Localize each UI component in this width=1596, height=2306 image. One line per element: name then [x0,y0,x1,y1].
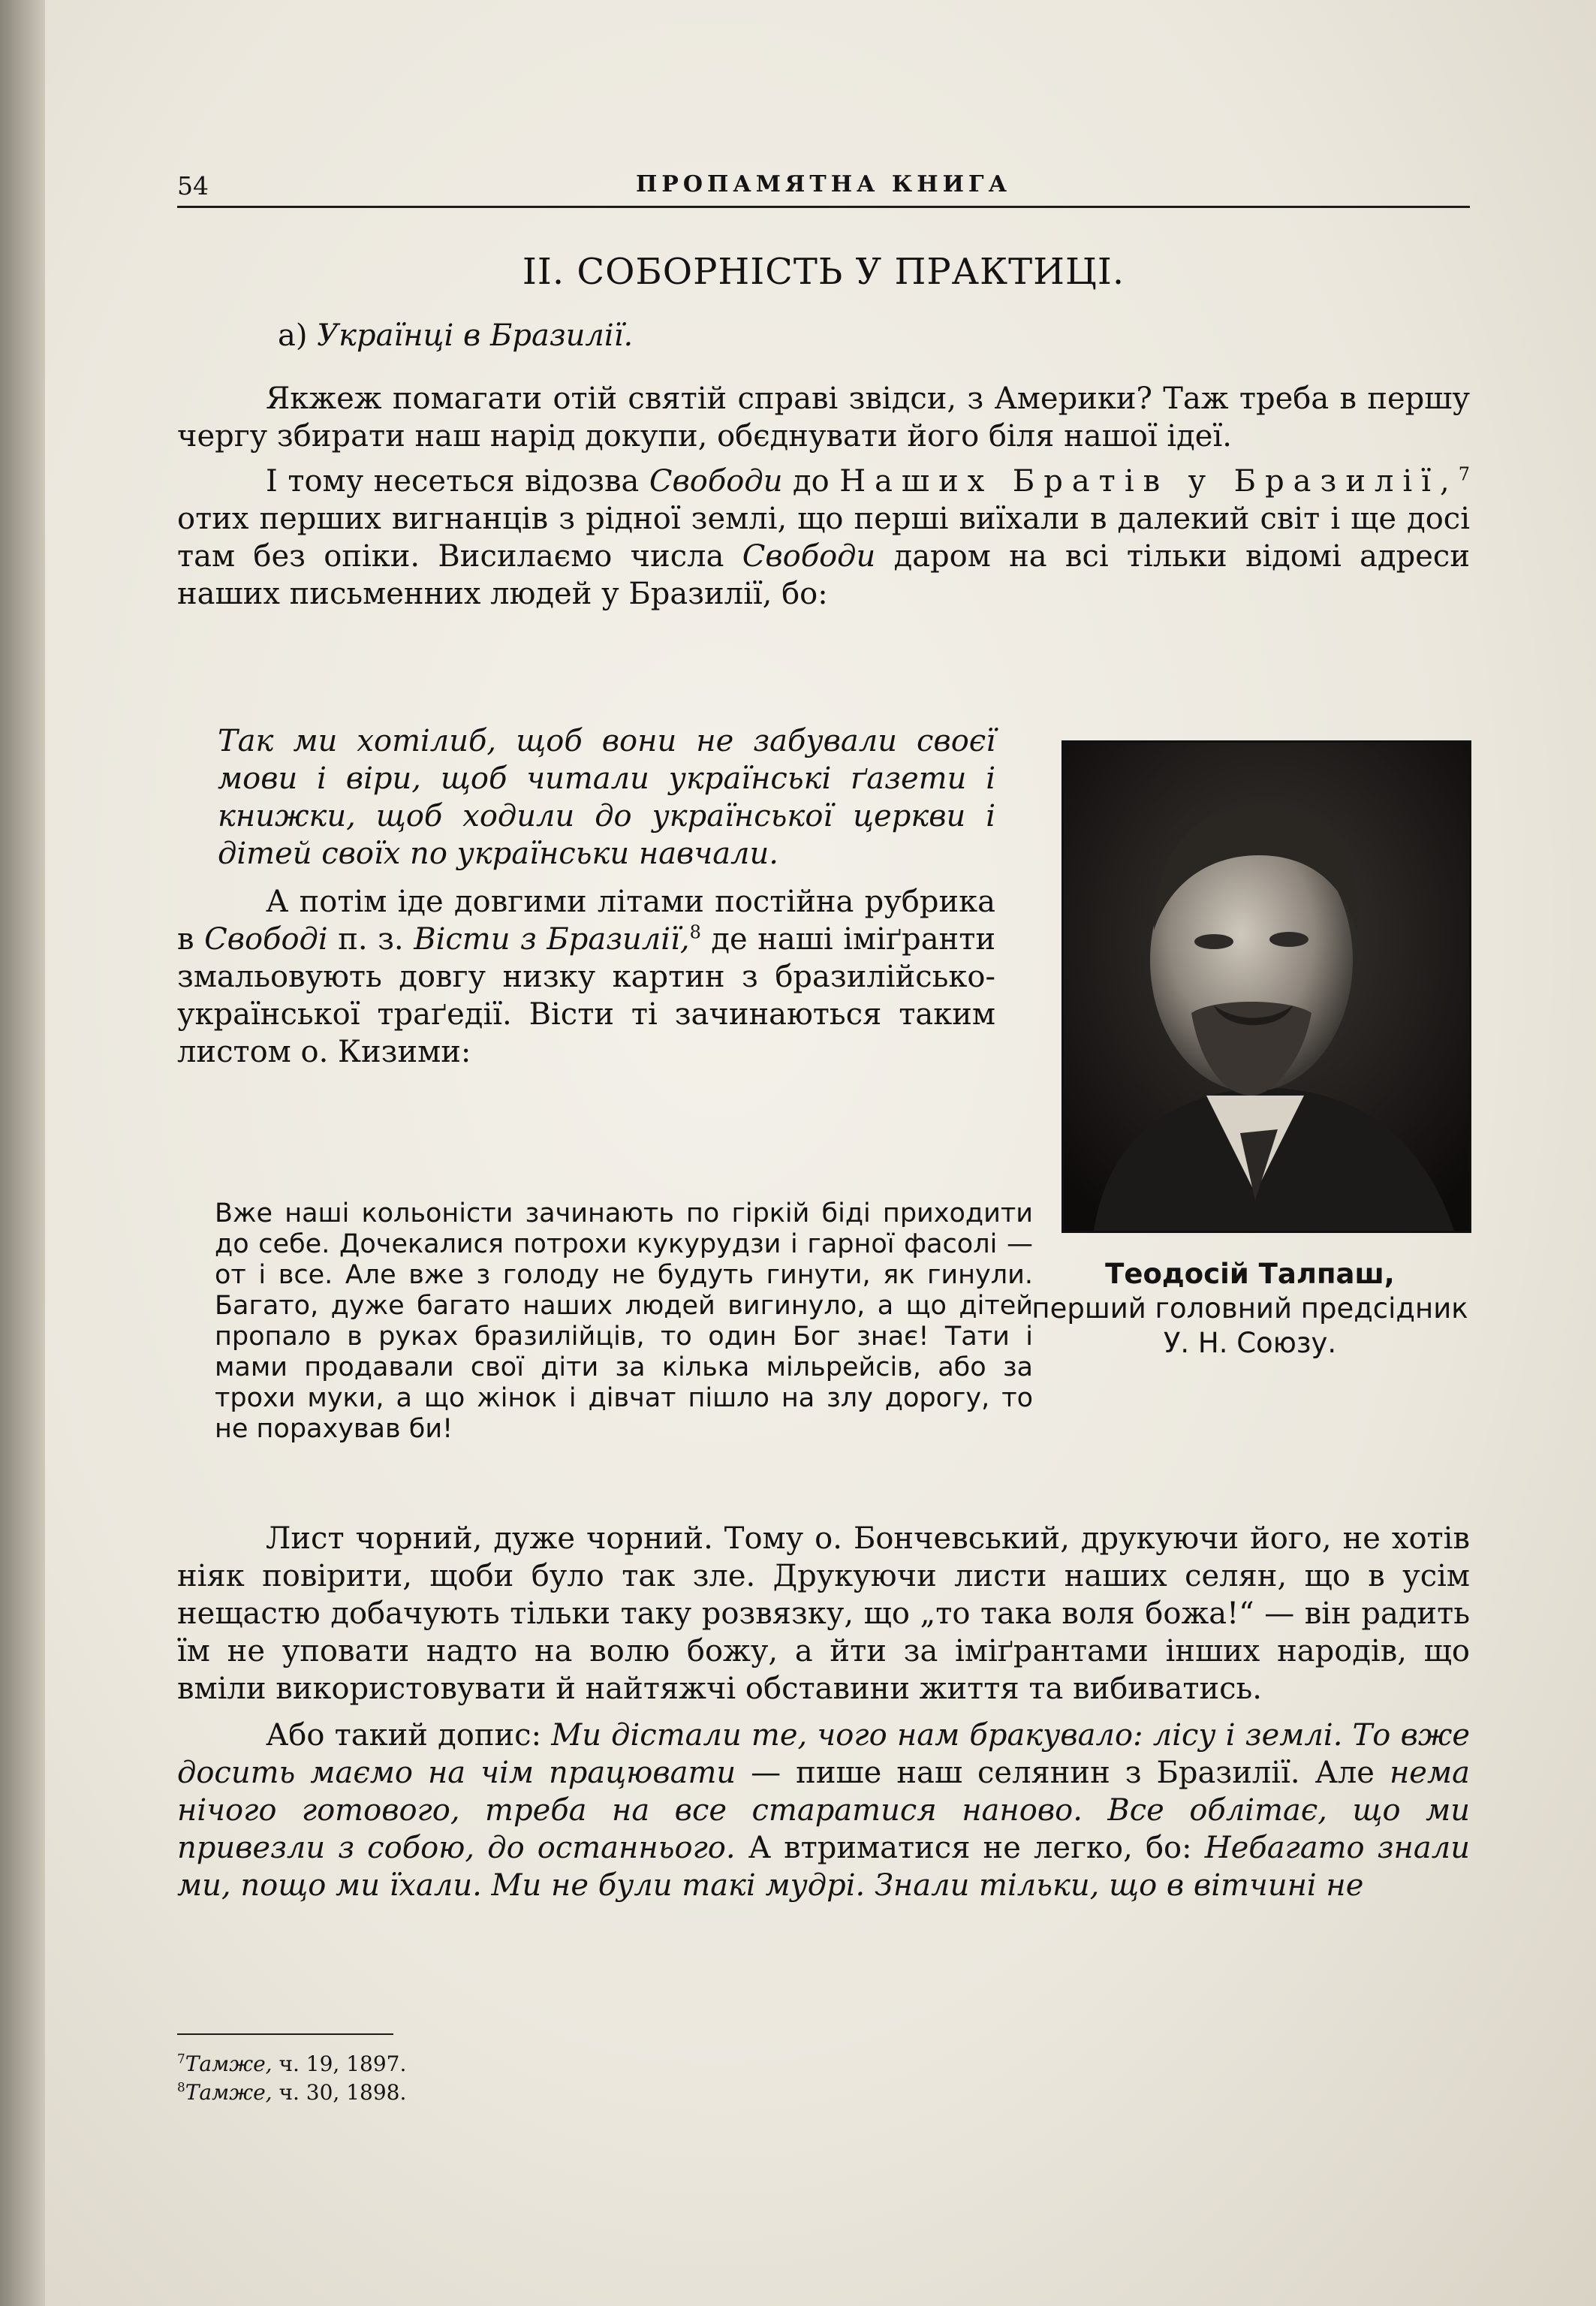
p5-text-c: — пише наш селянин з Бразилії. Але [736,1756,1390,1790]
section-heading [278,318,633,353]
portrait-photo [1061,740,1471,1233]
footnote-ref-8: 8 [689,921,701,943]
chapter-title: II. СОБОРНІСТЬ У ПРАКТИЦІ. [522,251,1125,293]
portrait-image [1064,743,1469,1231]
page-header [177,171,1470,208]
footnote-7 [177,2050,406,2078]
paragraph-1: Якжеж помагати отій святій справі звідси, з Америки? Таж треба в першу чергу збирати наш нарід докупи, обєднувати його біля нашої ідеї. [177,381,1470,454]
p2-text-e: отих перших вигнанців з рідної землі, що перші виїхали в далекий світ і ще досі там без опіки. Висилаємо числа [177,502,1470,574]
caption-name: Теодосій Талпаш, [1105,1258,1395,1290]
p2-text-c: до [782,464,840,499]
footnote-8-ref: ч. 30, 1898. [279,2080,407,2105]
photo-caption [1028,1257,1471,1361]
footnote-8-source: Тамже, [185,2080,273,2105]
footnote-7-source: Тамже, [185,2051,273,2076]
section-marker: а) [278,318,308,353]
p2-italic-svobody-2: Свободи [742,539,876,574]
body-narrow [177,722,995,1071]
footnote-rule [177,2033,393,2035]
body-top [177,380,1470,613]
paragraph-4: Лист чорний, дуже чорний. Тому о. Бончевський, друкуючи його, не хотів ніяк повірити, щоби було так зле. Друкуючи листи наших селян, що в усім нещастю добачують тільки таку розвязку, що „то така воля божа!“ — він радить їм не уповати надто на волю божу, а йти за іміґрантами інших народів, що вміли використовувати й найтяжчі обставини життя та вибиватись. [177,1521,1470,1706]
footnotes [177,2050,406,2107]
p2-text-a: І тому несеться відозва [266,464,649,499]
p3-italic-svobodi: Свободі [204,922,328,957]
paragraph-2 [177,463,1470,613]
footnote-ref-7: 7 [1458,463,1470,485]
p5-italic-b: Ми дістали те, чого нам бракувало: лісу і землі. То вже досить маємо на чім працювати [177,1718,1470,1790]
p5-text-e: А втриматися не легко, бо: [735,1831,1205,1865]
body-bottom [177,1520,1470,1904]
footnote-8 [177,2078,406,2107]
p5-text-a: Або такий допис: [266,1718,552,1753]
letter-text: Вже наші кольоністи зачинають по гіркій біді приходити до себе. Дочекалися потрохи кукурудзи і гарної фасолі — от і все. Але вже з голоду не будуть гинути, як гинули. Багато, дуже багато наших людей вигинуло, а що дітей пропало в руках бразилійців, то один Бог знає! Тати і мами продавали свої діти за кілька мільрейсів, або за трохи муки, а що жінок і дівчат пішло на злу дорогу, то не порахував би! [215,1198,1033,1444]
paragraph-3 [177,883,995,1071]
p5-italic-d: нема нічого готового, треба на все старатися наново. Все облітає, що ми привезли з собою, до останнього. [177,1756,1470,1865]
footnote-8-num: 8 [177,2079,185,2095]
running-title: ПРОПАМЯТНА КНИГА [635,171,1012,197]
p3-italic-visty: Вісти з Бразилії, [414,922,690,957]
paragraph-5 [177,1717,1470,1904]
p2-text-g: даром на всі тільки відомі адреси наших письменних людей у Бразилії, бо: [177,539,1470,611]
footnote-7-ref: ч. 19, 1897. [279,2051,407,2076]
quote-svoboda: Так ми хотілиб, щоб вони не забували своєї мови і віри, щоб читали українські ґазети і книжки, щоб ходили до української церкви і дітей своїх по українськи навчали. [218,724,995,871]
footnote-7-num: 7 [177,2051,185,2066]
p3-text-e: де наші іміґранти змальовують довгу низку картин з бразилійсько-української траґедії. Вісти ті зачинаються таким листом о. Кизими: [177,922,995,1069]
book-gutter-shadow [0,0,45,2306]
page-number: 54 [177,171,209,200]
caption-description: перший головний предсідник У. Н. Союзу. [1031,1292,1468,1359]
p5-italic-f: Небагато знали ми, пощо ми їхали. Ми не були такі мудрі. Знали тільки, що в вітчині не [177,1831,1470,1903]
p2-spaced-brothers: Наших Братів у Бразилії, [839,464,1459,499]
p3-text-a: А потім іде довгими літами постійна рубрика в [177,885,995,957]
section-title: Українці в Бразилії. [317,318,634,353]
letter-block [215,1198,1033,1445]
p2-italic-svobody: Свободи [649,464,783,499]
p3-text-c: п. з. [327,922,414,957]
